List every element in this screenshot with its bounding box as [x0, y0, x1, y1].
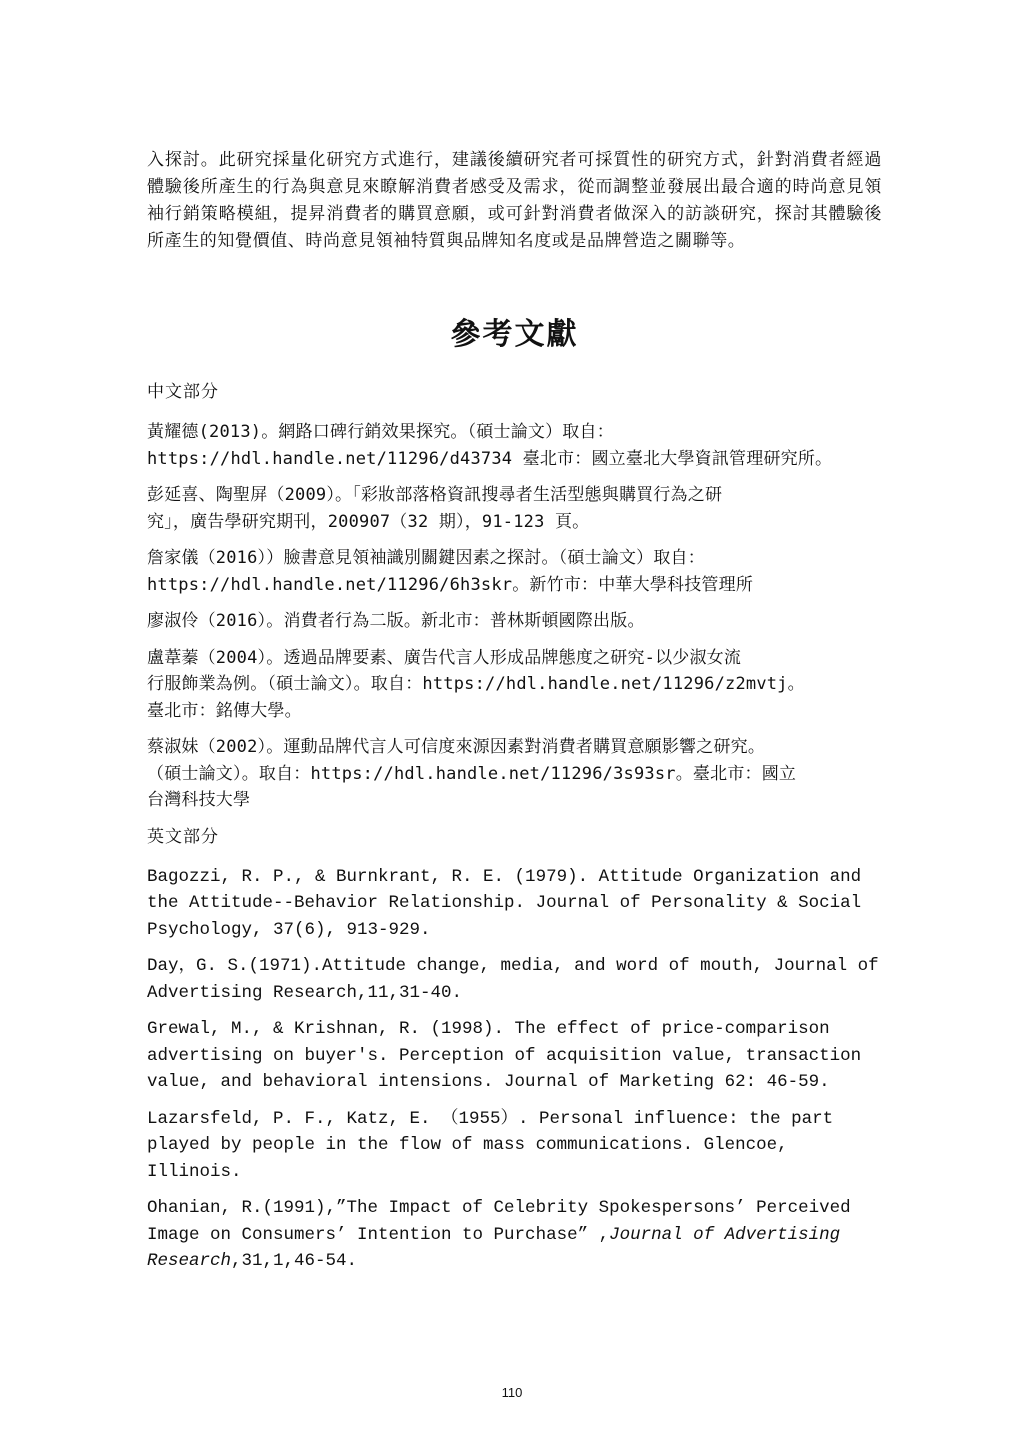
page-number: 110	[501, 1385, 523, 1400]
reference-line: https://hdl.handle.net/11296/6h3skr。新竹市：中華大學科技管理所	[147, 574, 754, 595]
reference-line: 蔡淑妹（2002）。運動品牌代言人可信度來源因素對消費者購買意願影響之研究。	[147, 737, 766, 757]
reference-text: ,31,1,46-54.	[231, 1251, 358, 1271]
english-section-label: 英文部分	[147, 826, 219, 847]
reference-line: Psychology, 37(6), 913-929.	[147, 919, 431, 940]
reference-entry	[147, 419, 882, 472]
intro-paragraph: 入探討。此研究採量化研究方式進行，建議後續研究者可採質性的研究方式，針對消費者經過體驗後所產生的行為與意見來瞭解消費者感受及需求，從而調整並發展出最合適的時尚意見領袖行銷策略模組，提昇消費者的購買意願，或可針對消費者做深入的訪談研究，探討其體驗後所產生的知覺價值、時尚意見領袖特質與品牌知名度或是品牌營造之關聯等。	[147, 150, 882, 251]
reference-line: 彭延喜、陶聖屏（2009）。「彩妝部落格資訊搜尋者生活型態與購買行為之研	[147, 485, 723, 505]
journal-title: Journal of Advertising	[609, 1224, 841, 1245]
reference-entry	[147, 953, 882, 1006]
references-heading: 參考文獻	[450, 317, 579, 352]
reference-entry	[147, 1195, 882, 1275]
reference-line: 黃耀德(2013)。網路口碑行銷效果探究。（碩士論文）取自：	[147, 422, 614, 442]
reference-line: Lazarsfeld, P. F., Katz, E. （1955）. Personal influence: the part	[147, 1108, 834, 1129]
reference-line: Advertising Research,11,31-40.	[147, 982, 463, 1003]
reference-line: 行服飾業為例。（碩士論文）。取自：https://hdl.handle.net/11296/z2mvtj。	[147, 674, 805, 694]
reference-line: value, and behavioral intensions. Journal of Marketing 62: 46-59.	[147, 1072, 830, 1092]
reference-line: 廖淑伶（2016）。消費者行為二版。新北市：普林斯頓國際出版。	[147, 611, 645, 631]
reference-text: Image on Consumers’ Intention to Purchase” ,	[147, 1224, 610, 1245]
reference-line: Day，G. S.(1971).Attitude change, media, and word of mouth, Journal of	[147, 956, 879, 976]
reference-line: advertising on buyer's. Perception of acquisition value, transaction	[147, 1045, 862, 1066]
journal-title: Research	[147, 1251, 232, 1271]
reference-entry	[147, 608, 882, 635]
reference-line: 究」，廣告學研究期刊，200907（32 期），91-123 頁。	[147, 511, 590, 532]
reference-line: Bagozzi, R. P., & Burnkrant, R. E. (1979). Attitude Organization and	[147, 866, 862, 887]
chinese-section-label: 中文部分	[147, 382, 219, 402]
reference-line: Ohanian, R.(1991),”The Impact of Celebrity Spokespersons’ Perceived	[147, 1198, 851, 1218]
reference-line: played by people in the flow of mass communications. Glencoe, Illinois.	[147, 1135, 788, 1182]
reference-line: https://hdl.handle.net/11296/d43734 臺北市：國立臺北大學資訊管理研究所。	[147, 448, 833, 469]
reference-entry	[147, 482, 882, 535]
reference-line	[147, 1248, 882, 1275]
reference-entry	[147, 1016, 882, 1096]
page-content	[147, 147, 882, 1285]
reference-entry	[147, 1106, 882, 1186]
reference-entry	[147, 864, 882, 944]
reference-line: 台灣科技大學	[147, 790, 251, 810]
reference-line: （碩士論文）。取自：https://hdl.handle.net/11296/3s93sr。臺北市：國立	[147, 763, 797, 784]
reference-line: 臺北市：銘傳大學。	[147, 700, 302, 721]
reference-line: 詹家儀（2016））臉書意見領袖識別關鍵因素之探討。（碩士論文）取自：	[147, 548, 705, 568]
reference-line: 盧葦蓁（2004）。透過品牌要素、廣告代言人形成品牌態度之研究-以少淑女流	[147, 647, 742, 668]
reference-entry	[147, 545, 882, 598]
reference-line: the Attitude--Behavior Relationship. Journal of Personality & Social	[147, 893, 862, 913]
reference-entry	[147, 734, 882, 814]
reference-entry	[147, 645, 882, 725]
reference-line: Grewal, M., & Krishnan, R. (1998). The effect of price-comparison	[147, 1019, 830, 1039]
reference-line	[147, 1222, 882, 1249]
